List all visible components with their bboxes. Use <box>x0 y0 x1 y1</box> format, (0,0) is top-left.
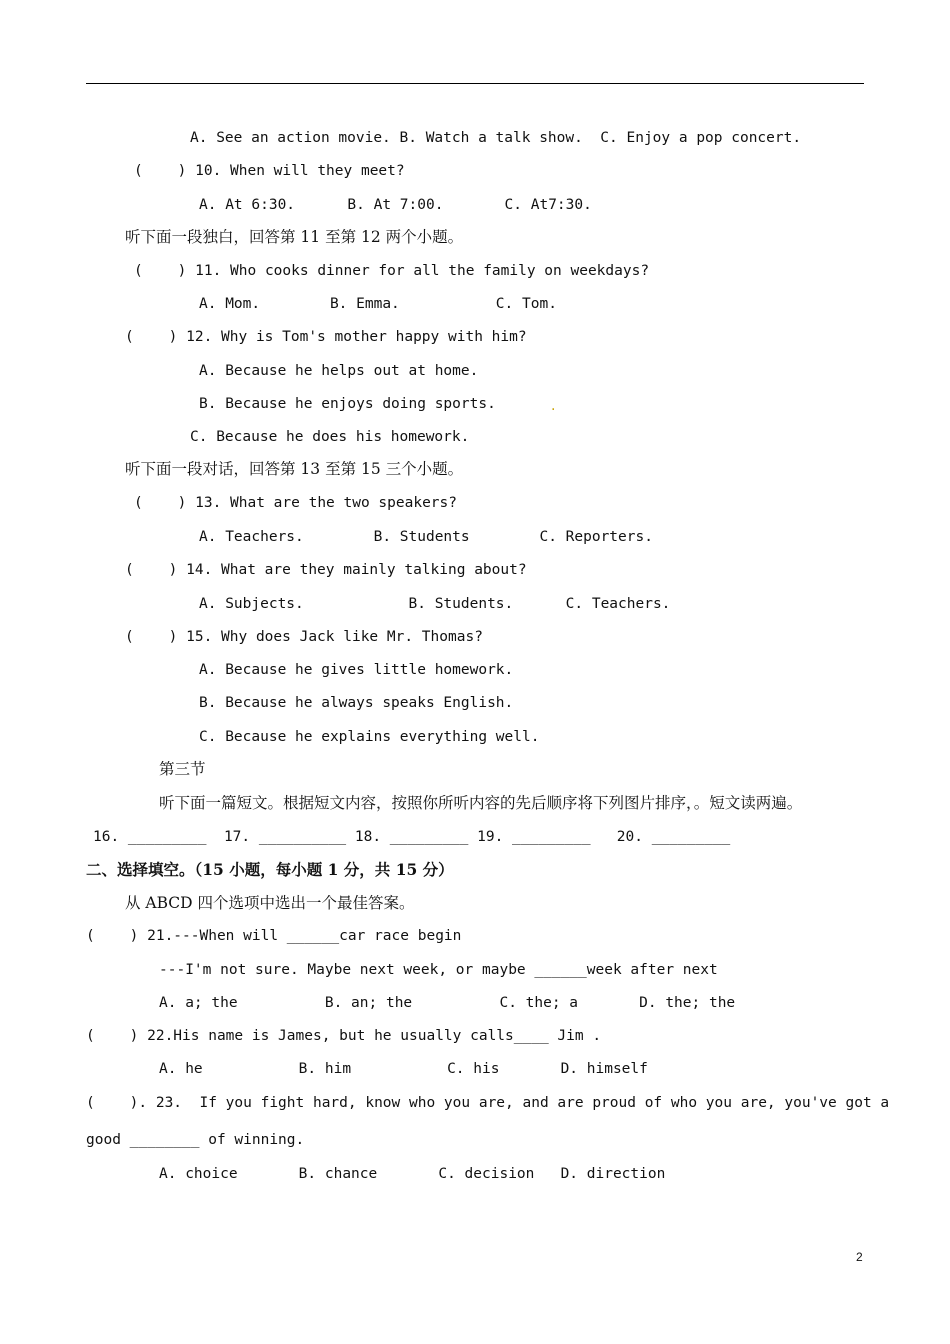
q15-option-c: C. Because he explains everything well. <box>199 729 540 745</box>
q12-option-b: B. Because he enjoys doing sports. <box>199 396 496 412</box>
q23-stem-continued: good ________ of winning. <box>86 1132 305 1148</box>
blanks-16-20: 16. _________ 17. __________ 18. _________ 19. _________ 20. _________ <box>93 829 731 845</box>
q22-options: A. he B. him C. his D. himself <box>159 1061 648 1077</box>
q14-stem: ( ) 14. What are they mainly talking about? <box>125 562 527 578</box>
page-number: 2 <box>856 1250 863 1264</box>
q22-stem: ( ) 22.His name is James, but he usually calls____ Jim . <box>86 1028 602 1044</box>
q21-stem: ( ) 21.---When will ______car race begin <box>86 928 462 944</box>
q11-stem: ( ) 11. Who cooks dinner for all the family on weekdays? <box>134 263 650 279</box>
section3-instruction: 听下面一篇短文。根据短文内容，按照你所听内容的先后顺序将下列图片排序，。短文读两遍。 <box>159 794 803 812</box>
header-rule <box>86 83 864 84</box>
q12-stem: ( ) 12. Why is Tom's mother happy with him? <box>125 329 527 345</box>
instruction-11-12: 听下面一段独白，回答第 11 至第 12 两个小题。 <box>125 228 464 246</box>
q23-options: A. choice B. chance C. decision D. direction <box>159 1166 666 1182</box>
q15-stem: ( ) 15. Why does Jack like Mr. Thomas? <box>125 629 483 645</box>
q12-option-c: C. Because he does his homework. <box>190 429 470 445</box>
part2-title: 二、选择填空。（15 小题，每小题 1 分，共 15 分） <box>86 860 454 879</box>
part2-instruction: 从 ABCD 四个选项中选出一个最佳答案。 <box>125 894 415 912</box>
q14-options: A. Subjects. B. Students. C. Teachers. <box>199 596 671 612</box>
section3-title: 第三节 <box>159 760 206 778</box>
q10-stem: ( ) 10. When will they meet? <box>134 163 405 179</box>
q23-stem: ( ). 23. If you fight hard, know who you are, and are proud of who you are, you've got a <box>86 1095 890 1111</box>
q21-reply: ---I'm not sure. Maybe next week, or maybe ______week after next <box>159 962 718 978</box>
stray-mark: . <box>551 398 556 414</box>
instruction-13-15: 听下面一段对话，回答第 13 至第 15 三个小题。 <box>125 460 464 478</box>
q15-option-b: B. Because he always speaks English. <box>199 695 514 711</box>
q11-options: A. Mom. B. Emma. C. Tom. <box>199 296 557 312</box>
q15-option-a: A. Because he gives little homework. <box>199 662 514 678</box>
q13-stem: ( ) 13. What are the two speakers? <box>134 495 458 511</box>
q10-options: A. At 6:30. B. At 7:00. C. At7:30. <box>199 197 592 213</box>
q13-options: A. Teachers. B. Students C. Reporters. <box>199 529 653 545</box>
q9-options: A. See an action movie. B. Watch a talk show. C. Enjoy a pop concert. <box>190 130 802 146</box>
q12-option-a: A. Because he helps out at home. <box>199 363 479 379</box>
q21-options: A. a; the B. an; the C. the; a D. the; the <box>159 995 736 1011</box>
